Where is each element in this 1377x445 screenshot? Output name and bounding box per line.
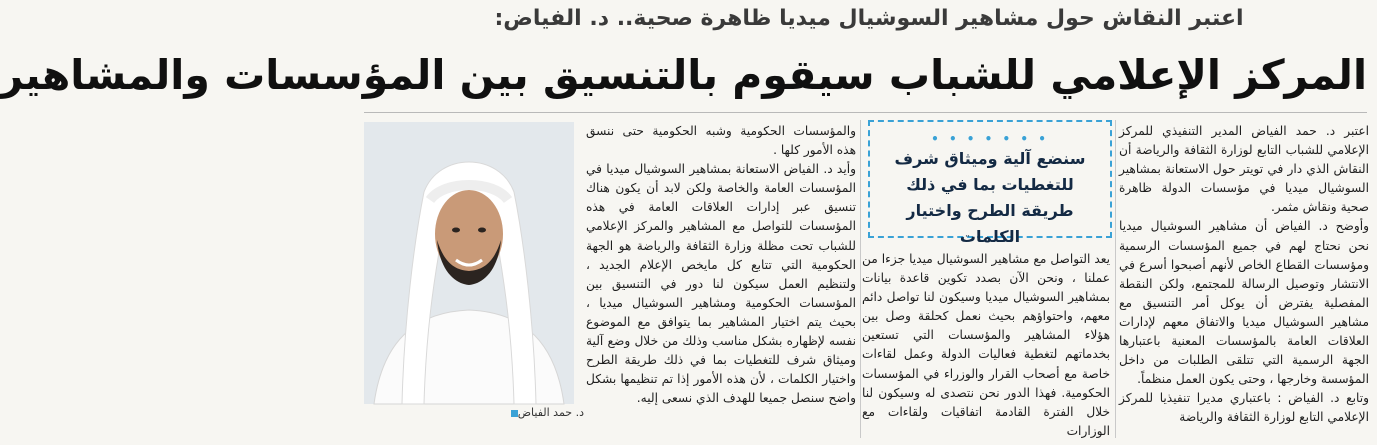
caption-text: د. حمد الفياض [517,406,584,419]
caption-marker-icon [511,410,518,417]
pull-quote-text: سنضع آلية وميثاق شرف للتغطيات بما في ذلك طريقة الطرح واختيار الكلمات [894,149,1086,246]
body-column-middle [862,250,1110,442]
paragraph: وتابع د. الفياض : باعتباري مديرا تنفيذيا للمركز الإعلامي التابع لوزارة الثقافة والرياضة [1119,391,1369,425]
pull-quote-box [868,120,1112,246]
photo-caption [504,406,584,424]
column-divider [860,120,861,438]
article-kicker: اعتبر النقاش حول مشاهير السوشيال ميديا ظاهرة صحية.. د. الفياض: [494,6,1244,31]
paragraph: وأيد د. الفياض الاستعانة بمشاهير السوشيال ميديا في المؤسسات العامة والخاصة ولكن لابد أن يكون هناك تنسيق عبر إدارات العلاقات العامة في هذه المؤسسات للتواصل مع المشاهير والمركز الإعلامي للشباب تحت مظلة وزارة الثقافة والرياضة هو الجهة الحكومية التي تتابع كل مايخص الإعلام الجديد ، ولتنظيم العمل سيكون لنا دور في التنسيق بين المؤسسات الحكومية ومشاهير السوشيال ميديا ، بحيث يتم اختيار المشاهير بما يتوافق مع الموضوع نفسه لإظهاره بشكل مناسب وذلك من خلال وضع آلية وميثاق شرف للتغطيات بما في ذلك طريقة الطرح واختيار الكلمات ، لأن هذه الأمور إذا تم تنظيمها بشكل واضح سنصل جميعا للهدف الذي نسعى إليه. [586,162,856,406]
article-headline: المركز الإعلامي للشباب سيقوم بالتنسيق بين المؤسسات والمشاهير [0,51,1367,99]
portrait-illustration [364,122,574,404]
paragraph: اعتبر د. حمد الفياض المدير التنفيذي للمركز الإعلامي للشباب التابع لوزارة الثقافة والرياضة أن النقاش الذي دار في تويتر حول الاستعانة بمشاهير السوشيال ميديا في مؤسسات الدولة ظاهرة صحية ونقاش مثمر. [1119,124,1369,215]
paragraph: والمؤسسات الحكومية وشبه الحكومية حتى ننسق هذه الأمور كلها . [586,124,856,158]
portrait-photo [364,122,574,404]
headline-divider [364,112,1367,113]
body-column-left [586,122,856,442]
body-column-right [1119,122,1369,442]
paragraph: وأوضح د. الفياض أن مشاهير السوشيال ميديا نحن نحتاج لهم في جميع المؤسسات الرسمية ومؤسسات القطاع الخاص لأنهم أصبحوا أسرع في الانتشار وتوصيل الرسالة للمجتمع، ولكن النقطة المفصلية يفترض أن يوكل أمر التنسيق مع مشاهير السوشيال ميديا والاتفاق معهم لإدارات العلاقات العامة بالمؤسسات المعنية باعتبارها الجهة الرسمية التي تتلقى الطلبات من داخل المؤسسة وخارجها ، وحتى يكون العمل منظماً. [1119,219,1369,387]
column-divider [1115,120,1116,438]
dotted-ornament: • • • • • • • [931,132,1049,146]
paragraph: يعد التواصل مع مشاهير السوشيال ميديا جزءا من عملنا ، ونحن الآن بصدد تكوين قاعدة بيانات بمشاهير السوشيال ميديا وسيكون لنا تواصل دائم معهم، واحتواؤهم بحيث نعمل كحلقة وصل بين هؤلاء المشاهير والمؤسسات التي تستعين بخدماتهم لتغطية فعاليات الدولة وعمل لقاءات خاصة مع أصحاب القرار والوزراء في المؤسسات الحكومية. فهذا الدور نحن نتصدى له وسيكون لنا خلال الفترة القادمة اتفاقيات ولقاءات مع الوزارات [862,252,1110,438]
